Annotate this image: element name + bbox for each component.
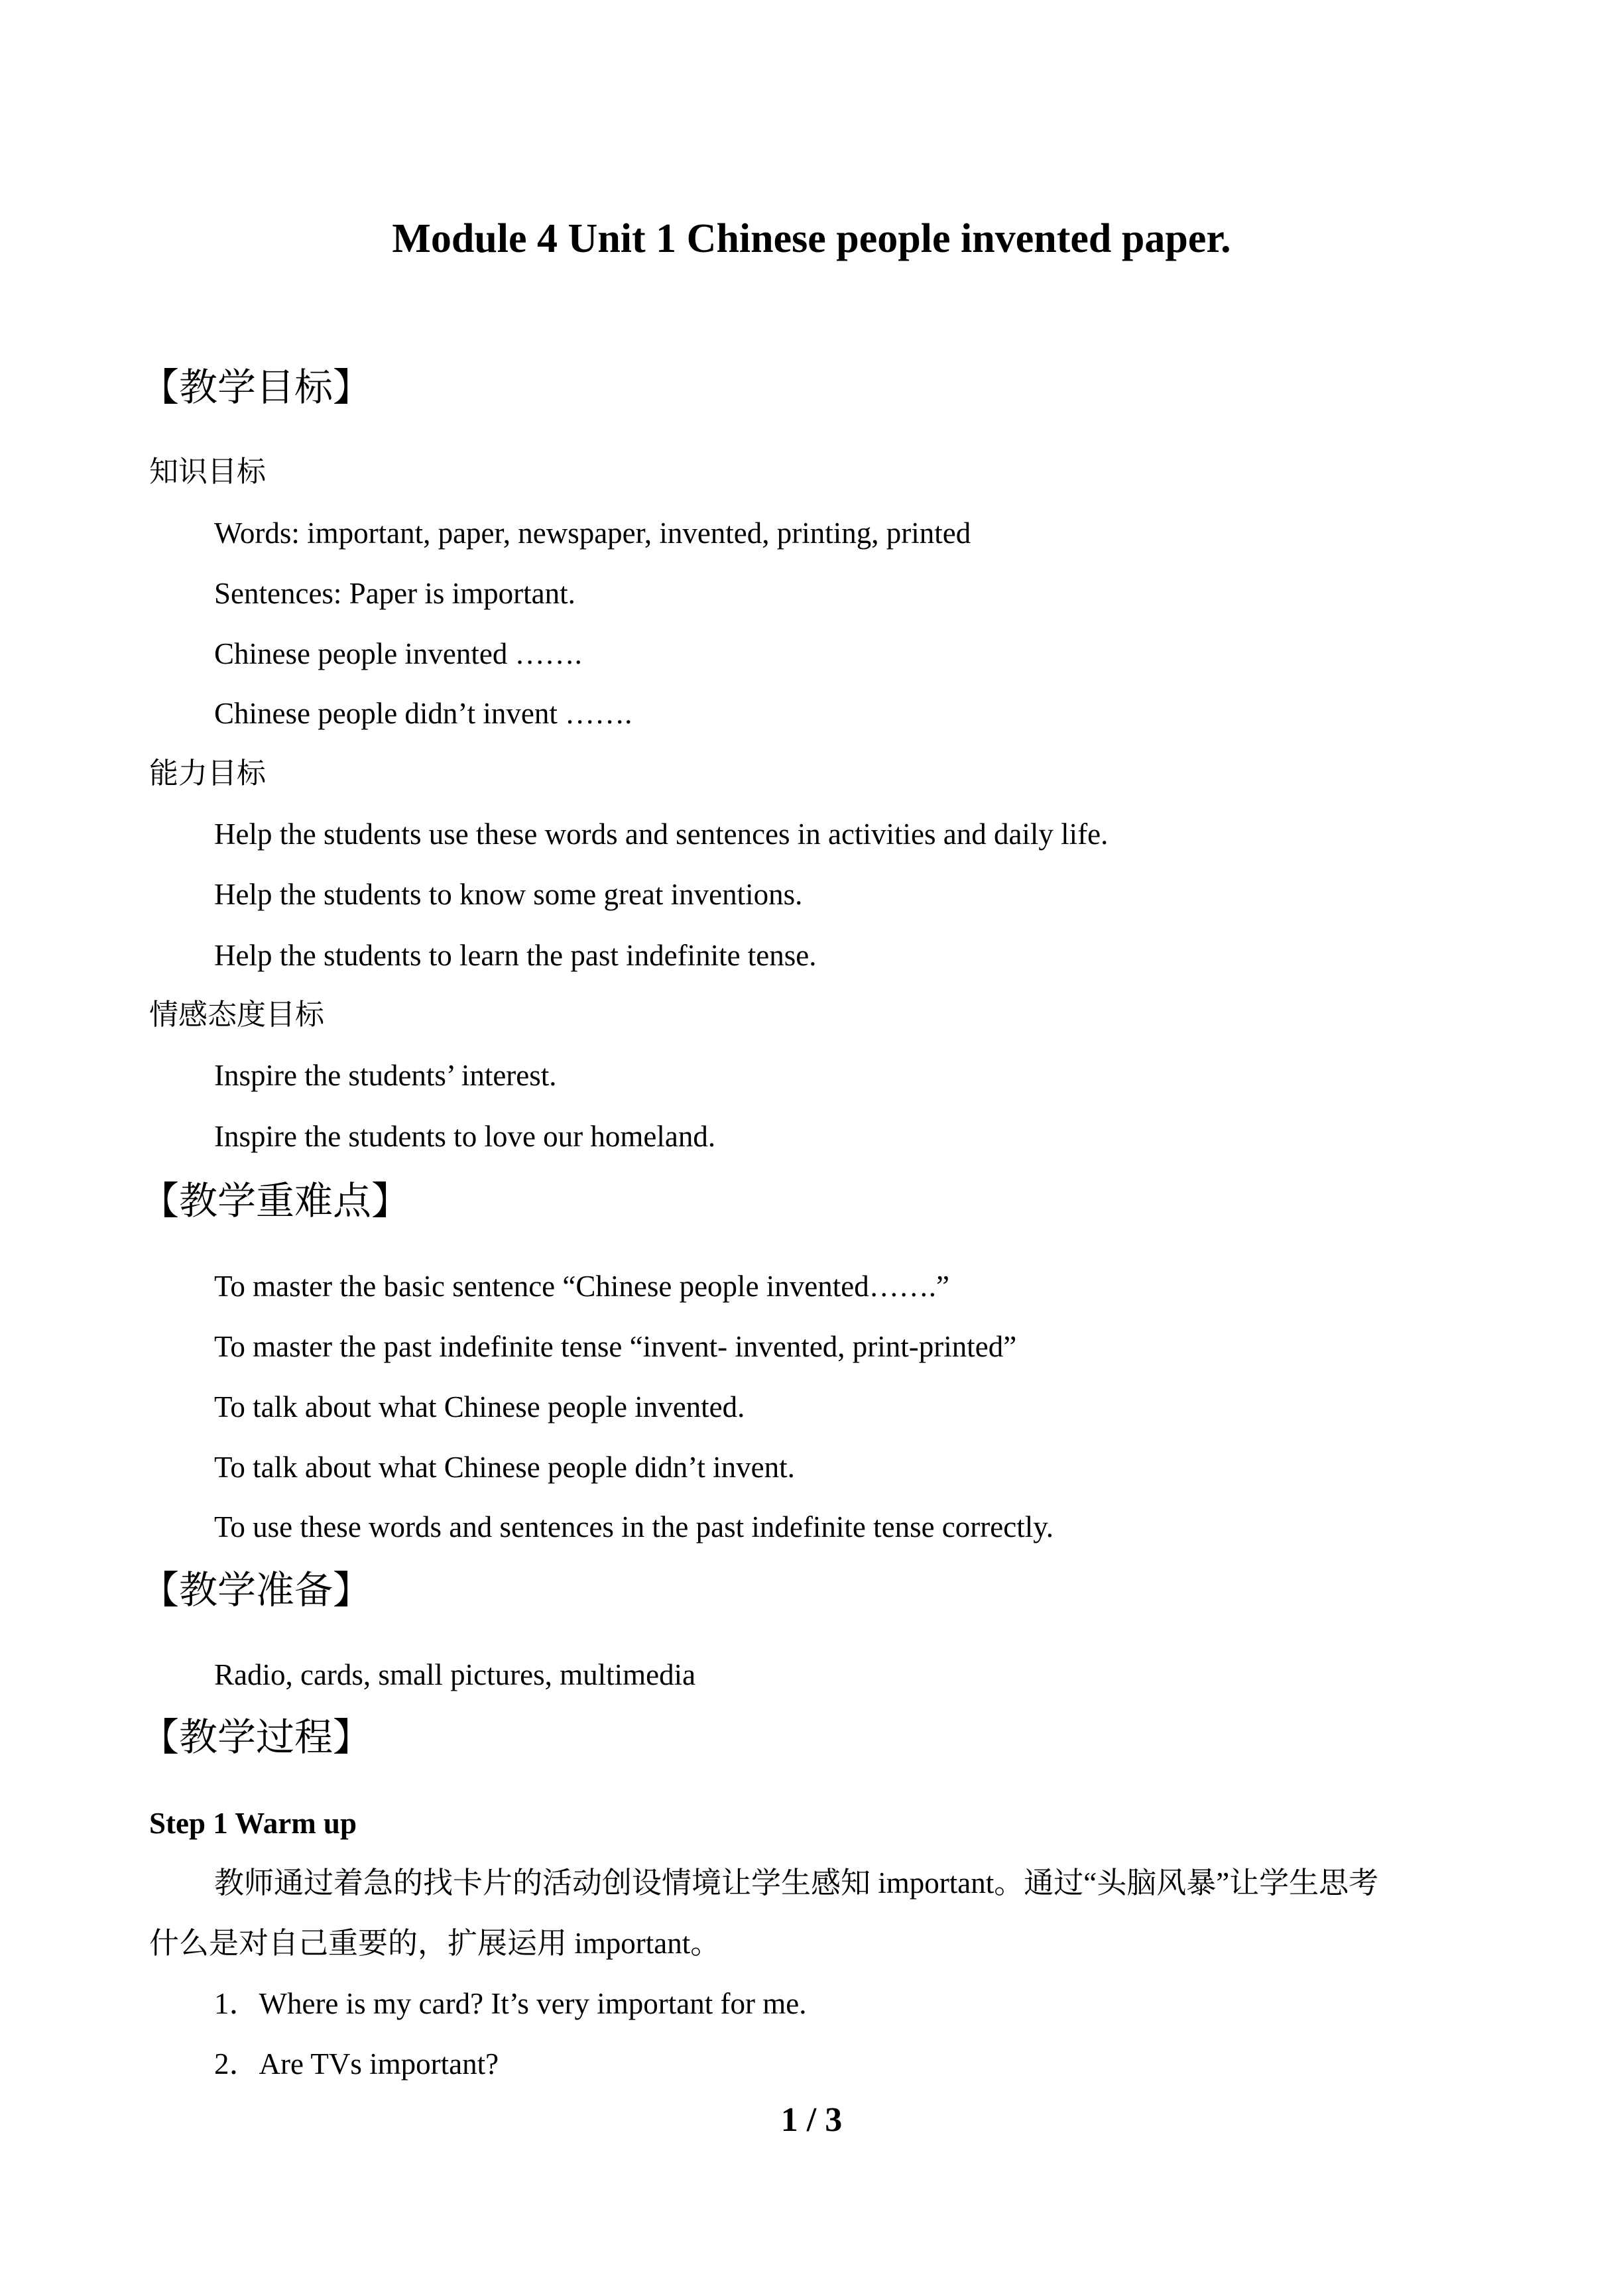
step-title: Step 1 Warm up xyxy=(149,1807,357,1840)
knowledge-line: Sentences: Paper is important. xyxy=(214,577,575,610)
subheading-ability: 能力目标 xyxy=(149,757,266,790)
step-paragraph-line: 什么是对自己重要的，扩展运用 important。 xyxy=(149,1927,721,1960)
emotion-line: Inspire the students’ interest. xyxy=(214,1059,557,1092)
ability-line: Help the students to learn the past indefinite tense. xyxy=(214,939,817,972)
preparation-line: Radio, cards, small pictures, multimedia xyxy=(214,1658,696,1691)
subheading-knowledge: 知识目标 xyxy=(149,455,266,488)
section-heading-key-points: 【教学重难点】 xyxy=(141,1179,410,1223)
step-list-item: 1．Where is my card? It’s very important for me. xyxy=(214,1987,807,2020)
key-point-line: To master the basic sentence “Chinese people invented…….” xyxy=(214,1270,949,1303)
emotion-line: Inspire the students to love our homeland. xyxy=(214,1120,716,1153)
document-title: Module 4 Unit 1 Chinese people invented paper. xyxy=(392,216,1231,261)
key-point-line: To use these words and sentences in the past indefinite tense correctly. xyxy=(214,1510,1054,1543)
key-point-line: To talk about what Chinese people invented. xyxy=(214,1390,745,1423)
subheading-emotion: 情感态度目标 xyxy=(149,998,324,1031)
step-paragraph-line: 教师通过着急的找卡片的活动创设情境让学生感知 important。通过“头脑风暴”让学生思考 xyxy=(214,1866,1379,1900)
section-heading-preparation: 【教学准备】 xyxy=(141,1569,372,1612)
page-number: 1 / 3 xyxy=(780,2101,843,2139)
key-point-line: To master the past indefinite tense “invent- invented, print-printed” xyxy=(214,1330,1017,1363)
knowledge-line: Words: important, paper, newspaper, invented, printing, printed xyxy=(214,516,971,550)
key-point-line: To talk about what Chinese people didn’t invent. xyxy=(214,1451,795,1484)
section-heading-objectives: 【教学目标】 xyxy=(141,366,372,409)
step-list-item: 2．Are TVs important? xyxy=(214,2047,499,2081)
knowledge-line: Chinese people didn’t invent ……. xyxy=(214,697,632,730)
knowledge-line: Chinese people invented ……. xyxy=(214,637,582,670)
section-heading-process: 【教学过程】 xyxy=(141,1716,372,1759)
ability-line: Help the students use these words and sentences in activities and daily life. xyxy=(214,817,1109,851)
ability-line: Help the students to know some great inventions. xyxy=(214,878,803,911)
